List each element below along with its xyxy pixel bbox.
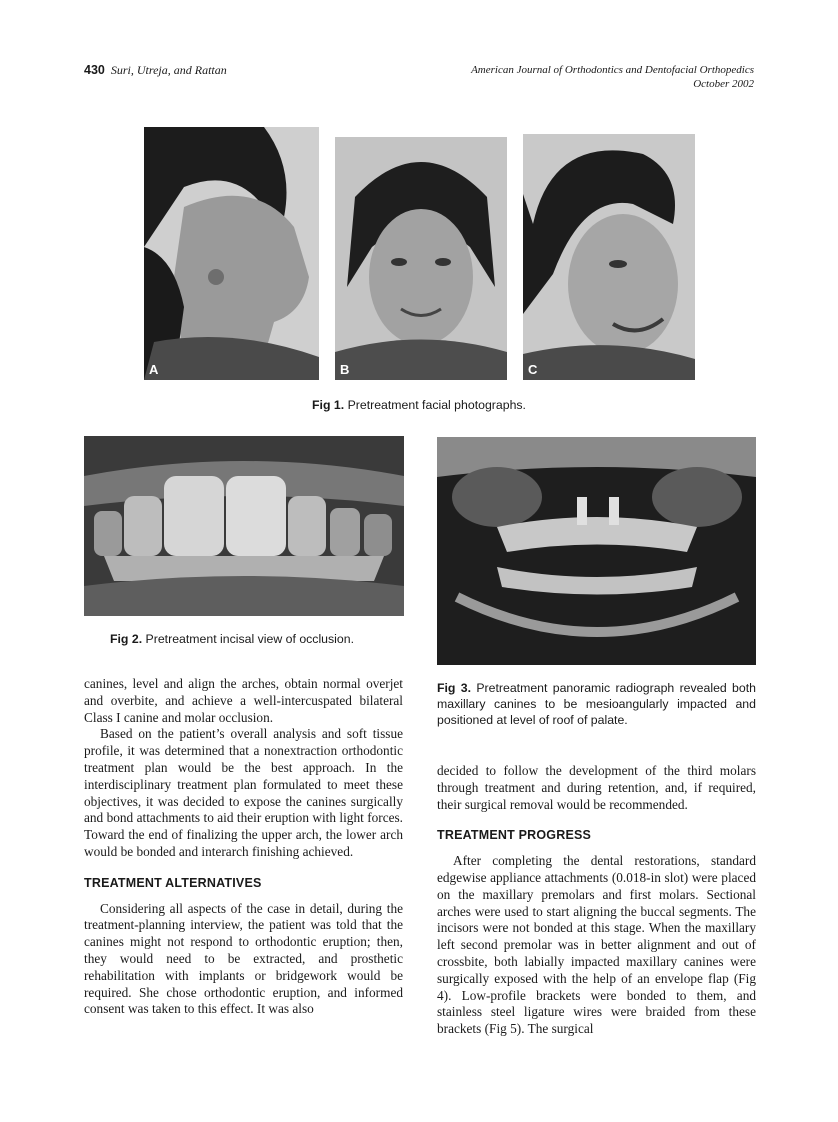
right-paragraph-2: After completing the dental restorations, standard edgewise appliance attachments (0.018-in slot) were placed on the maxillary premolars and first molars. Sectional arches were used to start aligning the buccal segments. The incisors were not bonded at this stage. When the maxillary left second premolar was in better alignment and out of crossbite, both labially impacted maxillary canines were surgically exposed with the help of an envelope flap (Fig 4). Low-profile brackets were bonded to them, and stainless steel ligature wires were braided from these brackets (Fig 5). The surgical [437, 853, 756, 1037]
fig1-panel-a-label: A [149, 362, 159, 377]
left-column [84, 676, 403, 1018]
right-column [437, 763, 756, 1038]
fig2-photo-occlusion [84, 436, 404, 616]
left-paragraph-1: canines, level and align the arches, obtain normal overjet and overbite, and achieve a well-intercuspated bilateral Class I canine and molar occlusion. [84, 676, 403, 725]
fig1-panel-b-label: B [340, 362, 350, 377]
page-number: 430 [84, 63, 105, 77]
fig2-label: Fig 2. [110, 632, 143, 646]
fig3-label: Fig 3. [437, 681, 472, 695]
heading-treatment-progress: TREATMENT PROGRESS [437, 828, 592, 843]
right-paragraph-1: decided to follow the development of the third molars through treatment and during retention, and, if required, their surgical removal would be recommended. [437, 763, 756, 812]
fig1-label: Fig 1. [312, 398, 345, 412]
left-paragraph-3: Considering all aspects of the case in detail, during the treatment-planning interview, the patient was told that the canines might not respond to orthodontic eruption; then, they would need to be extracted, and prosthetic rehabilitation with implants or bridgework would be required. She chose orthodontic eruption, and informed consent was taken to this effect. It was also [84, 900, 403, 1017]
fig2-caption [110, 631, 354, 647]
issue-date: October 2002 [693, 78, 754, 90]
fig1-photo-profile [144, 127, 319, 380]
fig1-panel-c-label: C [528, 362, 538, 377]
fig3-caption-text: Pretreatment panoramic radiograph revealed both maxillary canines to be mesioangularly impacted and positioned at level of roof of palate. [437, 681, 756, 727]
heading-treatment-alternatives: TREATMENT ALTERNATIVES [84, 875, 262, 890]
fig2-caption-text: Pretreatment incisal view of occlusion. [145, 632, 354, 646]
fig3-panoramic-radiograph [437, 437, 756, 665]
journal-title: American Journal of Orthodontics and Dentofacial Orthopedics [471, 64, 754, 76]
left-paragraph-2: Based on the patient’s overall analysis and soft tissue profile, it was determined that a nonextraction orthodontic treatment plan would be the best approach. In the interdisciplinary treatment plan formulated to meet these objectives, it was decided to expose the canines surgically and bond attachments to aid their eruption with light forces. Toward the end of finalizing the upper arch, the lower arch would be bonded and interarch finishing achieved. [84, 726, 403, 859]
fig1-caption [0, 397, 838, 413]
running-header-left [84, 63, 227, 78]
fig1-photo-three-quarter [523, 134, 695, 380]
author-names: Suri, Utreja, and Rattan [110, 63, 227, 77]
fig1-caption-text: Pretreatment facial photographs. [347, 398, 526, 412]
fig1-photo-frontal [335, 137, 507, 380]
running-header-right [471, 63, 754, 91]
fig3-caption [437, 680, 756, 728]
